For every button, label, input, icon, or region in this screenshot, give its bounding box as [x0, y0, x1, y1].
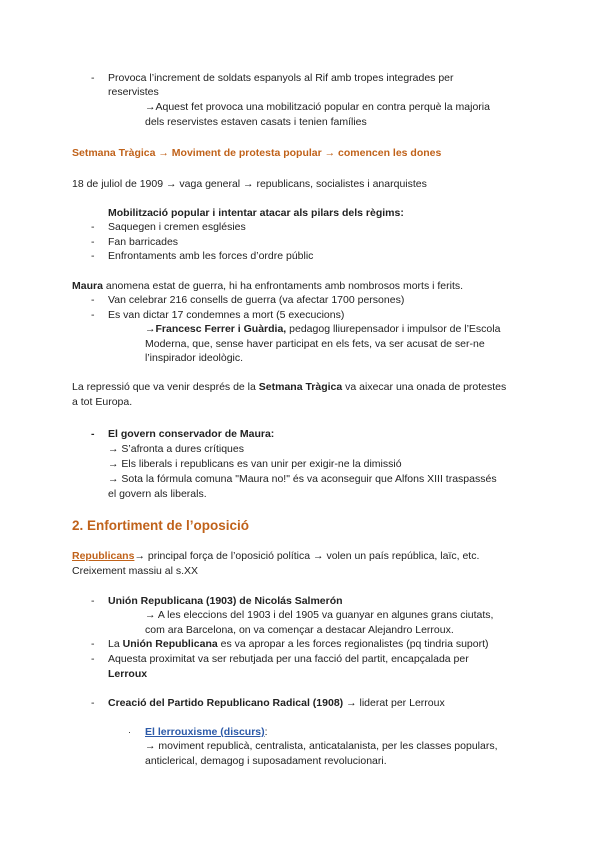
- mobilitzacio-item: Saquegen i cremen esglésies: [108, 221, 246, 233]
- maura-rest: anomena estat de guerra, hi ha enfrontaments amb nombrosos morts i ferits.: [102, 280, 464, 292]
- republicans-word: Republicans: [72, 550, 135, 562]
- bullet-dash: -: [91, 72, 95, 84]
- mobilitzacio-title: Mobilització popular i intentar atacar als pilars dels règims:: [108, 207, 404, 219]
- bullet-dash: -: [91, 294, 95, 306]
- partido-title: Creació del Partido Republicano Radical (1908): [108, 697, 344, 709]
- section-2-heading: 2. Enfortiment de l’oposició: [72, 518, 250, 533]
- vaga-general-line: 18 de juliol de 1909 → vaga general → republicans, socialistes i anarquistes: [72, 178, 427, 190]
- rif-line-1: Provoca l’increment de soldats espanyols al Rif amb tropes integrades per: [108, 72, 454, 84]
- repressio-text-a: La repressió que va venir després de la: [72, 381, 259, 393]
- lerrouxisme-colon: :: [264, 726, 268, 738]
- bullet-dash: -: [91, 221, 95, 233]
- lerrouxisme-line-1: → moviment republicà, centralista, anticatalanista, per les classes populars,: [145, 740, 498, 752]
- govern-line-3: → Sota la fórmula comuna "Maura no!" és va aconseguir que Alfons XIII traspassés: [108, 473, 497, 485]
- repressio-line-2: a tot Europa.: [72, 396, 133, 408]
- govern-line-4: el govern als liberals.: [108, 488, 207, 500]
- rif-line-4: dels reservistes estaven casats i tenien famílies: [145, 116, 367, 128]
- condemnes-item: Es van dictar 17 condemnes a mort (5 execucions): [108, 309, 345, 321]
- mobilitzacio-item: Enfrontaments amb les forces d’ordre públic: [108, 250, 314, 262]
- bullet-dash: -: [91, 697, 95, 709]
- union-sub-1: → A les eleccions del 1903 i del 1905 va guanyar en algunes grans ciutats,: [145, 609, 494, 621]
- bullet-dash: -: [91, 638, 95, 650]
- union-item-3-line-1: Aquesta proximitat va ser rebutjada per una facció del partit, encapçalada per: [108, 653, 469, 665]
- repressio-setmana: Setmana Tràgica: [258, 381, 343, 393]
- govern-title: El govern conservador de Maura:: [108, 428, 275, 440]
- ferrer-line-3: l’inspirador ideològic.: [145, 352, 244, 364]
- union-item-2-c: es va apropar a les forces regionalistes (pq tindria suport): [217, 638, 489, 650]
- partido-line: [108, 697, 445, 710]
- bullet-dash: -: [91, 595, 95, 607]
- govern-line-2: → Els liberals i republicans es van unir per exigir-ne la dimissió: [108, 458, 402, 470]
- bullet-dash: -: [91, 428, 95, 440]
- bullet-dash: -: [91, 236, 95, 248]
- ferrer-name: Francesc Ferrer i Guàrdia,: [155, 323, 287, 335]
- union-item-2: [108, 638, 489, 651]
- sub-bullet-dot: ·: [128, 727, 131, 737]
- setmana-tragica-heading: Setmana Tràgica → Moviment de protesta popular → comencen les dones: [72, 147, 442, 159]
- repressio-line-1: [72, 381, 506, 394]
- ferrer-line-1: [145, 323, 500, 336]
- bullet-dash: -: [91, 250, 95, 262]
- lerrouxisme-title: El lerrouxisme (discurs): [145, 726, 265, 738]
- govern-line-1: → S’afronta a dures crítiques: [108, 443, 244, 455]
- mobilitzacio-item: Fan barricades: [108, 236, 179, 248]
- lerrouxisme-line-2: anticlerical, demagog i suposadament revolucionari.: [145, 755, 387, 767]
- republicans-rest: → principal força de l’oposició política → volen un país república, laïc, etc.: [134, 550, 480, 562]
- bullet-dash: -: [91, 309, 95, 321]
- union-title: Unión Republicana (1903) de Nicolás Salmerón: [108, 595, 343, 607]
- rif-line-2: reservistes: [108, 86, 159, 98]
- bullet-dash: -: [91, 653, 95, 665]
- union-item-2-a: La: [108, 638, 123, 650]
- republicans-line-1: [72, 550, 479, 563]
- lerrouxisme-title-line: [145, 726, 268, 739]
- maura-line: [72, 280, 463, 293]
- ferrer-arrow: →: [145, 323, 156, 335]
- consells-item: Van celebrar 216 consells de guerra (va afectar 1700 persones): [108, 294, 405, 306]
- union-item-2-b: Unión Republicana: [122, 638, 218, 650]
- maura-name: Maura: [72, 280, 103, 292]
- repressio-text-c: va aixecar una onada de protestes: [342, 381, 507, 393]
- union-item-3-line-2: Lerroux: [108, 668, 148, 680]
- partido-rest: → liderat per Lerroux: [343, 697, 445, 709]
- republicans-line-2: Creixement massiu al s.XX: [72, 565, 199, 577]
- rif-line-3: →Aquest fet provoca una mobilització popular en contra perquè la majoria: [145, 101, 490, 113]
- ferrer-desc: pedagog lliurepensador i impulsor de l’Escola: [286, 323, 501, 335]
- union-sub-2: com ara Barcelona, on va començar a destacar Alejandro Lerroux.: [145, 624, 454, 636]
- ferrer-line-2: Moderna, que, sense haver participat en els fets, va ser acusat de ser-ne: [145, 338, 485, 350]
